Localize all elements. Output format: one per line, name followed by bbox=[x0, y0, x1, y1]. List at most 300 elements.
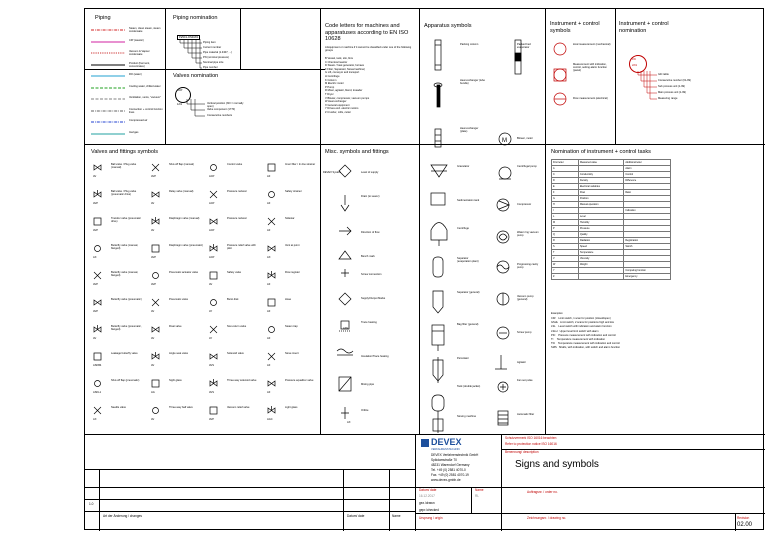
instrument-symbols-title: Instrument + control symbols bbox=[550, 21, 600, 34]
nomination-tasks-title: Nomination of instrument + control tasks bbox=[551, 149, 651, 155]
misc-label: Bench mark bbox=[361, 255, 375, 258]
code-letter-item: V Blower, compressor, vacuum pumps bbox=[325, 96, 370, 100]
valve-symbol-code: AF bbox=[267, 364, 271, 367]
instrument-nom-part: Measuring range bbox=[658, 97, 678, 100]
valve-symbol-icon bbox=[267, 325, 277, 335]
date-value: 16.12.2017 bbox=[419, 494, 435, 498]
valve-symbol-icon bbox=[151, 379, 161, 389]
code-letters-title: Code letters for machines and apparatuses according to EN ISO 10628 bbox=[325, 23, 409, 42]
table-cell: Ratio bbox=[624, 190, 671, 196]
piping-line-sample bbox=[91, 28, 125, 32]
valve-symbol-code: AF bbox=[267, 391, 271, 394]
apparatus-label: Compressor bbox=[517, 203, 532, 206]
nomination-table bbox=[551, 159, 671, 280]
apparatus-label: Granulator bbox=[457, 165, 470, 168]
divider bbox=[471, 487, 472, 513]
valve-symbol-label: Pressure reducer bbox=[227, 217, 247, 220]
address-line: Spikdamstraße 70 bbox=[431, 458, 457, 462]
table-cell: I bbox=[552, 208, 579, 214]
valve-symbol-label: Three-way solenoid valve bbox=[227, 379, 257, 382]
instrument-nom-part: Main process unit (1-99) bbox=[658, 91, 686, 94]
valve-symbol-code: AV bbox=[151, 337, 155, 340]
piping-nomination-title: Piping nomination bbox=[173, 15, 218, 21]
misc-label: Supply/Output Marks bbox=[361, 297, 386, 300]
valve-symbol-label: Angle seat valve bbox=[169, 352, 189, 355]
divider bbox=[735, 513, 736, 531]
valve-symbol-label: Non-return valve bbox=[227, 325, 247, 328]
valve-symbol-code: AY bbox=[209, 310, 213, 313]
divider bbox=[545, 9, 546, 434]
devex-logo-mark bbox=[421, 439, 429, 447]
table-header: Additional letter bbox=[624, 160, 671, 166]
valve-symbol-label: Safety valve bbox=[227, 271, 242, 274]
valve-symbol-label: Leakage butterfly valve bbox=[111, 352, 138, 355]
changes-label: Art der Änderung / changes bbox=[103, 514, 142, 518]
instrument-nomination-title: Instrument + control nomination bbox=[619, 21, 669, 34]
valve-symbol-icon bbox=[151, 271, 161, 281]
valve-symbol-code: AVP bbox=[151, 256, 156, 259]
misc-label: Level of supply bbox=[361, 171, 379, 174]
valve-symbol-label: Ball valve / Plug valve (manual) bbox=[111, 163, 137, 170]
table-cell: T bbox=[552, 250, 579, 256]
valve-symbol-label: Flow register bbox=[285, 271, 300, 274]
table-cell: Registration bbox=[624, 238, 671, 244]
piping-line-sample bbox=[91, 51, 125, 55]
valve-symbol-label: Hose bbox=[285, 298, 292, 301]
piping-line-sample bbox=[91, 86, 125, 90]
origin-label: Ursprung / origin bbox=[419, 516, 443, 520]
valve-symbol-label: Sight glass bbox=[169, 379, 182, 382]
valve-symbol-code: AF bbox=[267, 229, 271, 232]
apparatus-label: Heat exchanger (tube bundle) bbox=[460, 79, 485, 86]
divider bbox=[240, 9, 241, 69]
valve-symbol-code: AF bbox=[267, 337, 271, 340]
valve-symbol-code: AVP bbox=[93, 229, 98, 232]
piping-part-label: Current number bbox=[203, 46, 222, 49]
misc-label: Direction of flow bbox=[361, 231, 380, 234]
valve-symbol-label: Control valve bbox=[227, 163, 243, 166]
date-label-2: Datum/ date bbox=[419, 488, 437, 492]
drawing-title: Signs and symbols bbox=[515, 459, 599, 470]
valve-symbol-code: ACP bbox=[209, 256, 215, 259]
description-label: Benennung/ description bbox=[505, 450, 539, 454]
table-cell: D bbox=[552, 178, 579, 184]
examples-title: Examples: bbox=[551, 312, 564, 315]
valve-symbol-icon bbox=[267, 271, 277, 281]
address-line: DEVEX Verfahrenstechnik GmbH bbox=[431, 453, 479, 457]
divider bbox=[85, 499, 415, 500]
table-cell: R bbox=[552, 238, 579, 244]
table-cell: Speed bbox=[578, 244, 623, 250]
valve-symbol-code: AVS bbox=[209, 364, 214, 367]
apparatus-label: Heat exchanger (plate) bbox=[460, 127, 479, 134]
valve-symbol-code: AVP bbox=[93, 310, 98, 313]
example-line: TI Temperature measurement with indication bbox=[551, 338, 606, 341]
name-value: RL bbox=[475, 494, 480, 498]
apparatus-label: Separator (evaporation plant) bbox=[457, 257, 479, 264]
valve-symbol-icon bbox=[209, 217, 219, 227]
valve-symbol-code: AF bbox=[267, 283, 271, 286]
apparatus-label: Progressing cavity pump bbox=[517, 263, 539, 270]
code-letter-item: W Heat exchanger bbox=[325, 100, 347, 104]
divider bbox=[419, 9, 420, 434]
valve-symbol-icon bbox=[93, 325, 103, 335]
valve-part-label: Vertical position (NO = normally open) bbox=[207, 102, 244, 109]
apparatus-label: Sedimentation tank bbox=[457, 199, 480, 202]
protection-notice-en: Refer to protection notice ISO 16016 bbox=[505, 442, 557, 446]
valve-symbol-icon bbox=[267, 217, 277, 227]
revision-number: 1.0 bbox=[89, 502, 94, 506]
table-cell: F bbox=[552, 190, 579, 196]
table-cell: Alarm bbox=[624, 166, 671, 172]
table-cell: C bbox=[552, 172, 579, 178]
table-cell: Humidity bbox=[578, 220, 623, 226]
misc-ax-label: AX bbox=[347, 421, 351, 424]
table-cell: Pressure bbox=[578, 226, 623, 232]
divider bbox=[320, 9, 321, 434]
apparatus-label: Centrifugal pump bbox=[517, 165, 537, 168]
table-cell: H bbox=[552, 202, 579, 208]
svg-text:M: M bbox=[502, 138, 507, 144]
valve-symbol-icon bbox=[267, 352, 277, 362]
code-letter-item: G Lift, conveyor and transport bbox=[325, 71, 360, 75]
apparatus-label: Automatic filter bbox=[517, 413, 535, 416]
valve-symbol-icon bbox=[151, 352, 161, 362]
code-letter-item: D Steam / heat generator, furnace bbox=[325, 64, 365, 68]
code-letter-item: R Mixer, agitator, blend, kneader bbox=[325, 89, 363, 93]
instrument-nom-part: IHC table bbox=[658, 73, 669, 76]
valve-symbol-code: AF bbox=[267, 175, 271, 178]
valve-symbol-icon bbox=[209, 271, 219, 281]
example-line: SIZS Shafts, with indication, with switch and alarm function bbox=[551, 346, 621, 350]
valve-symbol-code: AF bbox=[267, 202, 271, 205]
example-line: LSL Level switch with indication and alarm function bbox=[551, 325, 612, 329]
valve-symbol-icon bbox=[151, 244, 161, 254]
piping-line-label: Connection + control function lines bbox=[129, 107, 163, 114]
address-line: Tel. +49 (0) 2581 4070-0 bbox=[431, 468, 466, 472]
apparatus-label: Water ring vacuum pump bbox=[517, 231, 539, 238]
valve-symbol-code: AVP bbox=[151, 175, 156, 178]
valve-symbol-label: Three-way ball valve bbox=[169, 406, 193, 409]
table-cell: Electrical variables bbox=[578, 184, 623, 190]
example-line: PIC Pressure measurement with indication and control bbox=[551, 333, 616, 337]
valve-symbol-icon bbox=[209, 298, 219, 308]
code-letter-item: T Dryer bbox=[325, 93, 334, 96]
company-sub: VERFAHRENSTECHNIK bbox=[431, 448, 460, 451]
table-cell: Q bbox=[552, 232, 579, 238]
valve-symbol-label: Steam trap bbox=[285, 325, 298, 328]
table-cell: M bbox=[552, 220, 579, 226]
divider bbox=[415, 513, 765, 514]
table-cell: P bbox=[552, 226, 579, 232]
valve-symbol-code: AVP bbox=[93, 283, 98, 286]
example-line: CIR Limit switch, 1 scan for position (closed/open) bbox=[551, 317, 611, 320]
piping-line-label: Steam, clean steam, steam condensate bbox=[129, 27, 161, 34]
table-row bbox=[552, 274, 671, 280]
valve-symbol-code: ASKB4 bbox=[93, 364, 102, 367]
misc-symbols-graphics bbox=[335, 161, 355, 427]
apparatus-label: Centrifuge bbox=[457, 227, 469, 230]
instrument-tag-code: 2/01 bbox=[632, 64, 638, 67]
code-letter-item: Y Drives excl. electric motors bbox=[325, 107, 359, 111]
valve-symbol-icon bbox=[209, 190, 219, 200]
piping-line-label: Product (Ferment, concentrates) bbox=[129, 61, 150, 68]
example-line: LSLH Upper level limit switch with alarm bbox=[551, 329, 599, 333]
valve-symbol-label: Relay valve (manual) bbox=[169, 190, 194, 193]
table-cell: Conductivity bbox=[578, 172, 623, 178]
valve-symbol-label: Butterfly valve (manual, flanged) bbox=[111, 244, 139, 251]
table-cell: Control bbox=[624, 172, 671, 178]
piping-line-sample bbox=[91, 40, 125, 44]
valve-symbol-icon bbox=[267, 190, 277, 200]
valve-symbol-icon bbox=[151, 217, 161, 227]
misc-label: Orifice bbox=[361, 409, 369, 412]
valve-symbol-icon bbox=[267, 406, 277, 416]
table-cell: Density bbox=[578, 178, 623, 184]
misc-title: Misc. symbols and fittings bbox=[325, 149, 389, 155]
address-line: www.devex-gmbh.de bbox=[431, 478, 461, 482]
order-label: Auftragsnr. / order no. bbox=[527, 490, 558, 494]
divider bbox=[343, 469, 344, 531]
apparatus-title: Apparatus symbols bbox=[424, 23, 472, 29]
valve-symbol-icon bbox=[209, 244, 219, 254]
valve-symbol-code: ACP bbox=[209, 175, 215, 178]
piping-line-sample bbox=[91, 120, 125, 124]
piping-line-label: CIP (caustic) bbox=[129, 38, 144, 42]
instrument-item-label: Measurement with indication, control, setting alarm function (panel) bbox=[573, 63, 607, 73]
valve-symbol-icon bbox=[209, 325, 219, 335]
valve-symbol-icon bbox=[267, 298, 277, 308]
table-cell: Y bbox=[552, 268, 579, 274]
revision-value: 02.00 bbox=[737, 522, 753, 528]
valve-symbol-icon bbox=[151, 406, 161, 416]
code-letter-item: B Vessel, tank, silo, bins bbox=[325, 57, 353, 60]
valve-symbol-icon bbox=[93, 352, 103, 362]
valves-nomination-title: Valves nomination bbox=[173, 73, 219, 79]
divider bbox=[615, 9, 616, 144]
valve-symbol-code: AG bbox=[151, 391, 155, 394]
table-cell: Indication bbox=[624, 208, 671, 214]
apparatus-label: Agitator bbox=[517, 361, 526, 364]
valve-symbol-code: ACP bbox=[209, 229, 215, 232]
valve-symbol-icon bbox=[93, 271, 103, 281]
piping-part-label: PN (nominal pressure) bbox=[203, 56, 229, 59]
valve-symbol-label: Pressure relief valve with pilot bbox=[227, 244, 256, 251]
example-line: TIC Temperature measurement with indication and control bbox=[551, 342, 620, 346]
divider bbox=[99, 469, 100, 531]
valve-symbol-icon bbox=[267, 163, 277, 173]
valve-symbol-label: Solenoid valve bbox=[227, 352, 244, 355]
valve-symbol-code: AV bbox=[151, 364, 155, 367]
apparatus-label: Tank (double jacket) bbox=[457, 385, 481, 388]
drawing-sheet bbox=[84, 8, 764, 530]
piping-line-label: Cooling water, chilled water bbox=[129, 84, 161, 88]
valve-tag: ACP bbox=[177, 89, 183, 92]
apparatus-label: Sieving machine bbox=[457, 415, 477, 418]
table-cell: Viscosity bbox=[578, 256, 623, 262]
piping-line-sample bbox=[91, 132, 125, 136]
valve-symbol-icon bbox=[151, 298, 161, 308]
valve-symbol-icon bbox=[93, 190, 103, 200]
valve-symbol-code: AX bbox=[93, 418, 97, 421]
valve-symbol-code: ASKL1 bbox=[93, 391, 102, 394]
name-label-2: Name bbox=[475, 488, 484, 492]
valve-symbol-icon bbox=[151, 163, 161, 173]
valve-symbol-icon bbox=[93, 163, 103, 173]
valve-symbol-label: Inner filter / In-line strainer bbox=[285, 163, 316, 166]
valve-symbol-code: AV bbox=[93, 175, 97, 178]
code-letter-item: M Electric motor bbox=[325, 82, 344, 86]
table-header: First letter bbox=[552, 160, 579, 166]
apparatus-label: Blower, motor bbox=[517, 137, 533, 140]
piping-title: Piping bbox=[95, 15, 111, 21]
piping-line-label: RO (water) bbox=[129, 73, 142, 76]
name-label: Name bbox=[392, 514, 401, 518]
misc-label: Mixing pipe bbox=[361, 383, 375, 386]
table-cell: A bbox=[552, 166, 579, 172]
valve-symbol-code: AV bbox=[151, 202, 155, 205]
code-letter-item: H Centrifuge bbox=[325, 75, 340, 78]
apparatus-label: Screw pump bbox=[517, 331, 532, 334]
address-line: Fax. +49 (0) 2581 4070-19 bbox=[431, 473, 469, 477]
valve-symbol-label: Needle valve bbox=[111, 406, 126, 409]
divider bbox=[85, 487, 415, 488]
piping-part-label: Piping item bbox=[203, 41, 216, 44]
protection-notice-de: Schutzvermerk ISO 16016 beachten bbox=[505, 436, 557, 440]
valve-symbol-icon bbox=[93, 379, 103, 389]
valve-symbol-label: Diaphragm valve (manual) bbox=[169, 217, 200, 220]
valve-symbol-label: Butterfly valve (pneumatic, flanged) bbox=[111, 325, 142, 332]
valve-symbol-code: ACP bbox=[209, 202, 215, 205]
valve-symbol-label: Pressure equalizer valve bbox=[285, 379, 314, 382]
piping-line-label: Ventilation, vents, "vacuum" bbox=[129, 96, 161, 99]
divider bbox=[85, 469, 415, 470]
piping-line-label: Compressed air bbox=[129, 119, 148, 122]
code-letter-item: X General equipment bbox=[325, 103, 350, 107]
valve-symbol-label: Transfer valve (pneumatic drive) bbox=[111, 217, 141, 224]
valve-symbol-label: Light glass bbox=[285, 406, 298, 409]
table-cell: Manual operation bbox=[578, 202, 623, 208]
piping-line-label: Vacuum & Vapour condensate bbox=[129, 50, 150, 57]
valve-symbol-icon bbox=[209, 406, 219, 416]
address-line: 48231 Warendorf Germany bbox=[431, 463, 470, 467]
divider bbox=[415, 434, 416, 531]
piping-line-sample bbox=[91, 74, 125, 78]
example-line: GSHL Limit switch, 2 scans for positions high and low bbox=[551, 321, 614, 325]
valve-symbol-label: Ball valve / Plug valve (pneumatic drive) bbox=[111, 190, 137, 197]
valve-symbol-code: AVP bbox=[209, 418, 214, 421]
valve-symbol-icon bbox=[151, 190, 161, 200]
checked-by: gepr./checked bbox=[419, 508, 439, 512]
valve-symbol-icon bbox=[93, 217, 103, 227]
valve-symbol-label: Butterfly valve (pneumatic) bbox=[111, 298, 142, 301]
valve-symbol-icon bbox=[151, 325, 161, 335]
piping-line-sample bbox=[91, 109, 125, 113]
table-cell: Radiation bbox=[578, 238, 623, 244]
table-cell: G bbox=[552, 196, 579, 202]
valve-symbol-code: AV bbox=[209, 283, 213, 286]
table-cell: W bbox=[552, 262, 579, 268]
valve-symbol-code: AV bbox=[151, 418, 155, 421]
valve-tag-code: 1/01 bbox=[177, 103, 183, 106]
instrument-item-label: local measurement (mechanical) bbox=[573, 43, 611, 46]
piping-part-label: Pipe material (1.4307, ...) bbox=[203, 51, 233, 54]
drawn-by: gez./drawn bbox=[419, 501, 435, 505]
instrument-symbols-graphics bbox=[550, 39, 570, 109]
instrument-nom-part: Sub process unit (1-99) bbox=[658, 85, 685, 88]
valve-symbol-icon bbox=[93, 244, 103, 254]
misc-label: Drain (to sewer) bbox=[361, 195, 380, 198]
table-cell bbox=[578, 274, 623, 280]
table-cell: Z bbox=[552, 274, 579, 280]
valve-symbol-code: AGC bbox=[267, 418, 273, 421]
misc-label: Trace heating bbox=[361, 321, 377, 324]
valve-symbol-label: Diaphragm valve (pneumatic) bbox=[169, 244, 203, 247]
table-cell: Computing function bbox=[624, 268, 671, 274]
code-letter-item: Z Crusher, mills, cutter bbox=[325, 111, 351, 114]
valve-symbol-label: Sieve insert bbox=[285, 352, 299, 355]
apparatus-label: Vacuum pump (general) bbox=[517, 295, 534, 302]
valve-part-label: Valve component (1770) bbox=[207, 108, 236, 111]
valve-symbol-label: Sidestar bbox=[285, 217, 295, 220]
table-cell: Level bbox=[578, 214, 623, 220]
valve-symbol-icon bbox=[93, 298, 103, 308]
valve-symbol-icon bbox=[209, 163, 219, 173]
piping-part-label: Nominal pipe size bbox=[203, 61, 224, 64]
valve-symbol-label: Butterfly valve (manual, flanged) bbox=[111, 271, 139, 278]
valve-symbol-code: AX bbox=[267, 256, 271, 259]
code-letters-intro: A Equipment or machine if it cannot be classified under one of the following groups bbox=[325, 46, 412, 53]
instrument-item-label: Flow measurement (electrical) bbox=[573, 97, 608, 100]
valve-symbol-icon bbox=[209, 352, 219, 362]
valve-symbol-icon bbox=[267, 379, 277, 389]
valve-symbol-label: Shut-off flap (manual) bbox=[169, 163, 194, 166]
date-label: Datum/ date bbox=[347, 514, 365, 518]
apparatus-label: Fan set pulse bbox=[517, 379, 533, 382]
valve-symbol-icon bbox=[267, 244, 277, 254]
code-letter-item: C Chemical reactor bbox=[325, 60, 348, 64]
valve-symbol-label: Float valve bbox=[169, 325, 182, 328]
table-cell: Emergency bbox=[624, 274, 671, 280]
table-cell: Position bbox=[578, 196, 623, 202]
apparatus-label: Packing column bbox=[460, 43, 479, 46]
company-logo: DEVEX bbox=[431, 437, 462, 447]
piping-code: Pa50/1-DN40/01 bbox=[179, 36, 199, 39]
valve-symbol-code: AVS bbox=[209, 391, 214, 394]
table-cell: L bbox=[552, 214, 579, 220]
divider bbox=[165, 9, 166, 144]
table-header: Measured value bbox=[578, 160, 623, 166]
valve-symbol-code: AV bbox=[151, 310, 155, 313]
valve-symbol-code: AVP bbox=[93, 202, 98, 205]
misc-label: Insulation/Trace heating bbox=[361, 355, 389, 358]
divider bbox=[415, 487, 765, 488]
table-cell: Temperature bbox=[578, 250, 623, 256]
divider bbox=[501, 449, 765, 450]
apparatus-label: Separator (general) bbox=[457, 291, 480, 294]
revision-label: Revision bbox=[737, 516, 750, 520]
piping-line-label: Inertgas bbox=[129, 130, 139, 134]
valve-symbol-code: AX bbox=[93, 256, 97, 259]
table-cell: S bbox=[552, 244, 579, 250]
instrument-tag: FIC bbox=[632, 58, 637, 61]
apparatus-label: Packed bed evaporator bbox=[517, 43, 531, 50]
table-cell: Difference bbox=[624, 178, 671, 184]
valve-symbol-label: Vacuum relief valve bbox=[227, 406, 250, 409]
table-cell: E bbox=[552, 184, 579, 190]
divider bbox=[85, 511, 415, 512]
table-cell: Flow bbox=[578, 190, 623, 196]
